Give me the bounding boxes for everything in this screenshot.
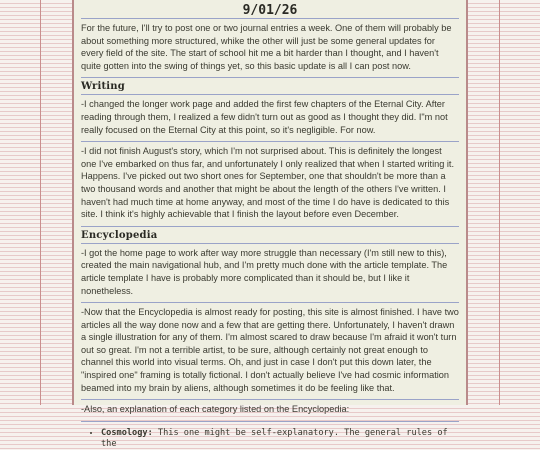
divider (81, 421, 459, 422)
divider (81, 94, 459, 95)
section-heading-writing: Writing (81, 81, 125, 93)
writing-paragraph-2: -I did not finish August's story, which I'm not surprised about. This is definitely the longest one I've embarked on thus far, and unfortunately I only realized that when I started writing it. Happens. I've picked out two short ones for September, one that shouldn't be more than a two thousand words and another that might be about the length of the others I've written. I haven't had much time at home anyway, and most of the time I do have is dedicated to this site. I think it's highly achievable that I finish the layout before even December. (81, 146, 455, 220)
divider (81, 302, 459, 303)
list-item-term: Cosmology: (101, 427, 153, 438)
divider (81, 399, 459, 400)
journal-entry (74, 4, 466, 450)
category-list (91, 428, 459, 450)
divider (81, 77, 459, 78)
list-item-text: This one might be self-explanatory. The general rules of the (101, 427, 448, 449)
section-heading-encyclopedia: Encyclopedia (81, 229, 158, 241)
encyclopedia-paragraph-1: -I got the home page to work after way more struggle than necessary (I'm still new to this), created the main navigational hub, and I'm pretty much done with the article template. The article template I have is probably more complicated than it should be, but I like it nonetheless. (81, 247, 448, 296)
divider (81, 243, 459, 244)
margin-line-right (499, 0, 500, 405)
list-item (101, 428, 459, 450)
journal-sheet[interactable] (74, 0, 466, 449)
writing-paragraph-1: -I changed the longer work page and added the first few chapters of the Eternal City. After reading through them, I realized a few didn't turn out as good as I thought they did. I"m not really focused on the Eternal City at this point, so it's negligible. For now. (81, 99, 448, 135)
entry-date: 9/01/26 (242, 3, 298, 18)
divider (81, 18, 459, 19)
encyclopedia-paragraph-2: -Now that the Encyclopedia is almost ready for posting, this site is almost finished. I have two articles all the way done now and a few that are getting there. Unfortunately, I haven't drawn a single illustration for any of them. I'm almost scared to draw because I'm afraid it won't turn out so great. I'm not a terrible artist, to be sure, although certainly not great enough to channel this world into visual terms. Oh, and just in case I don't put this down later, the "inspired one" framing is totally fictional. I don't actually believe I've had cosmic information beamed into my brain by aliens, although sometimes it do be feeling like that. (81, 307, 459, 393)
encyclopedia-paragraph-3: -Also, an explanation of each category listed on the Encyclopedia: (81, 404, 350, 415)
divider (81, 141, 459, 142)
divider (81, 226, 459, 227)
margin-line-left (40, 0, 41, 405)
intro-paragraph: For the future, I'll try to post one or two journal entries a week. One of them will probably be about something more structured, whike the other will just be some general updates for every field of the site. The start of school hit me a bit harder than I thought, and I haven't quite gotten into the swing of things yet, so this basic update is all I can post now. (81, 23, 452, 71)
